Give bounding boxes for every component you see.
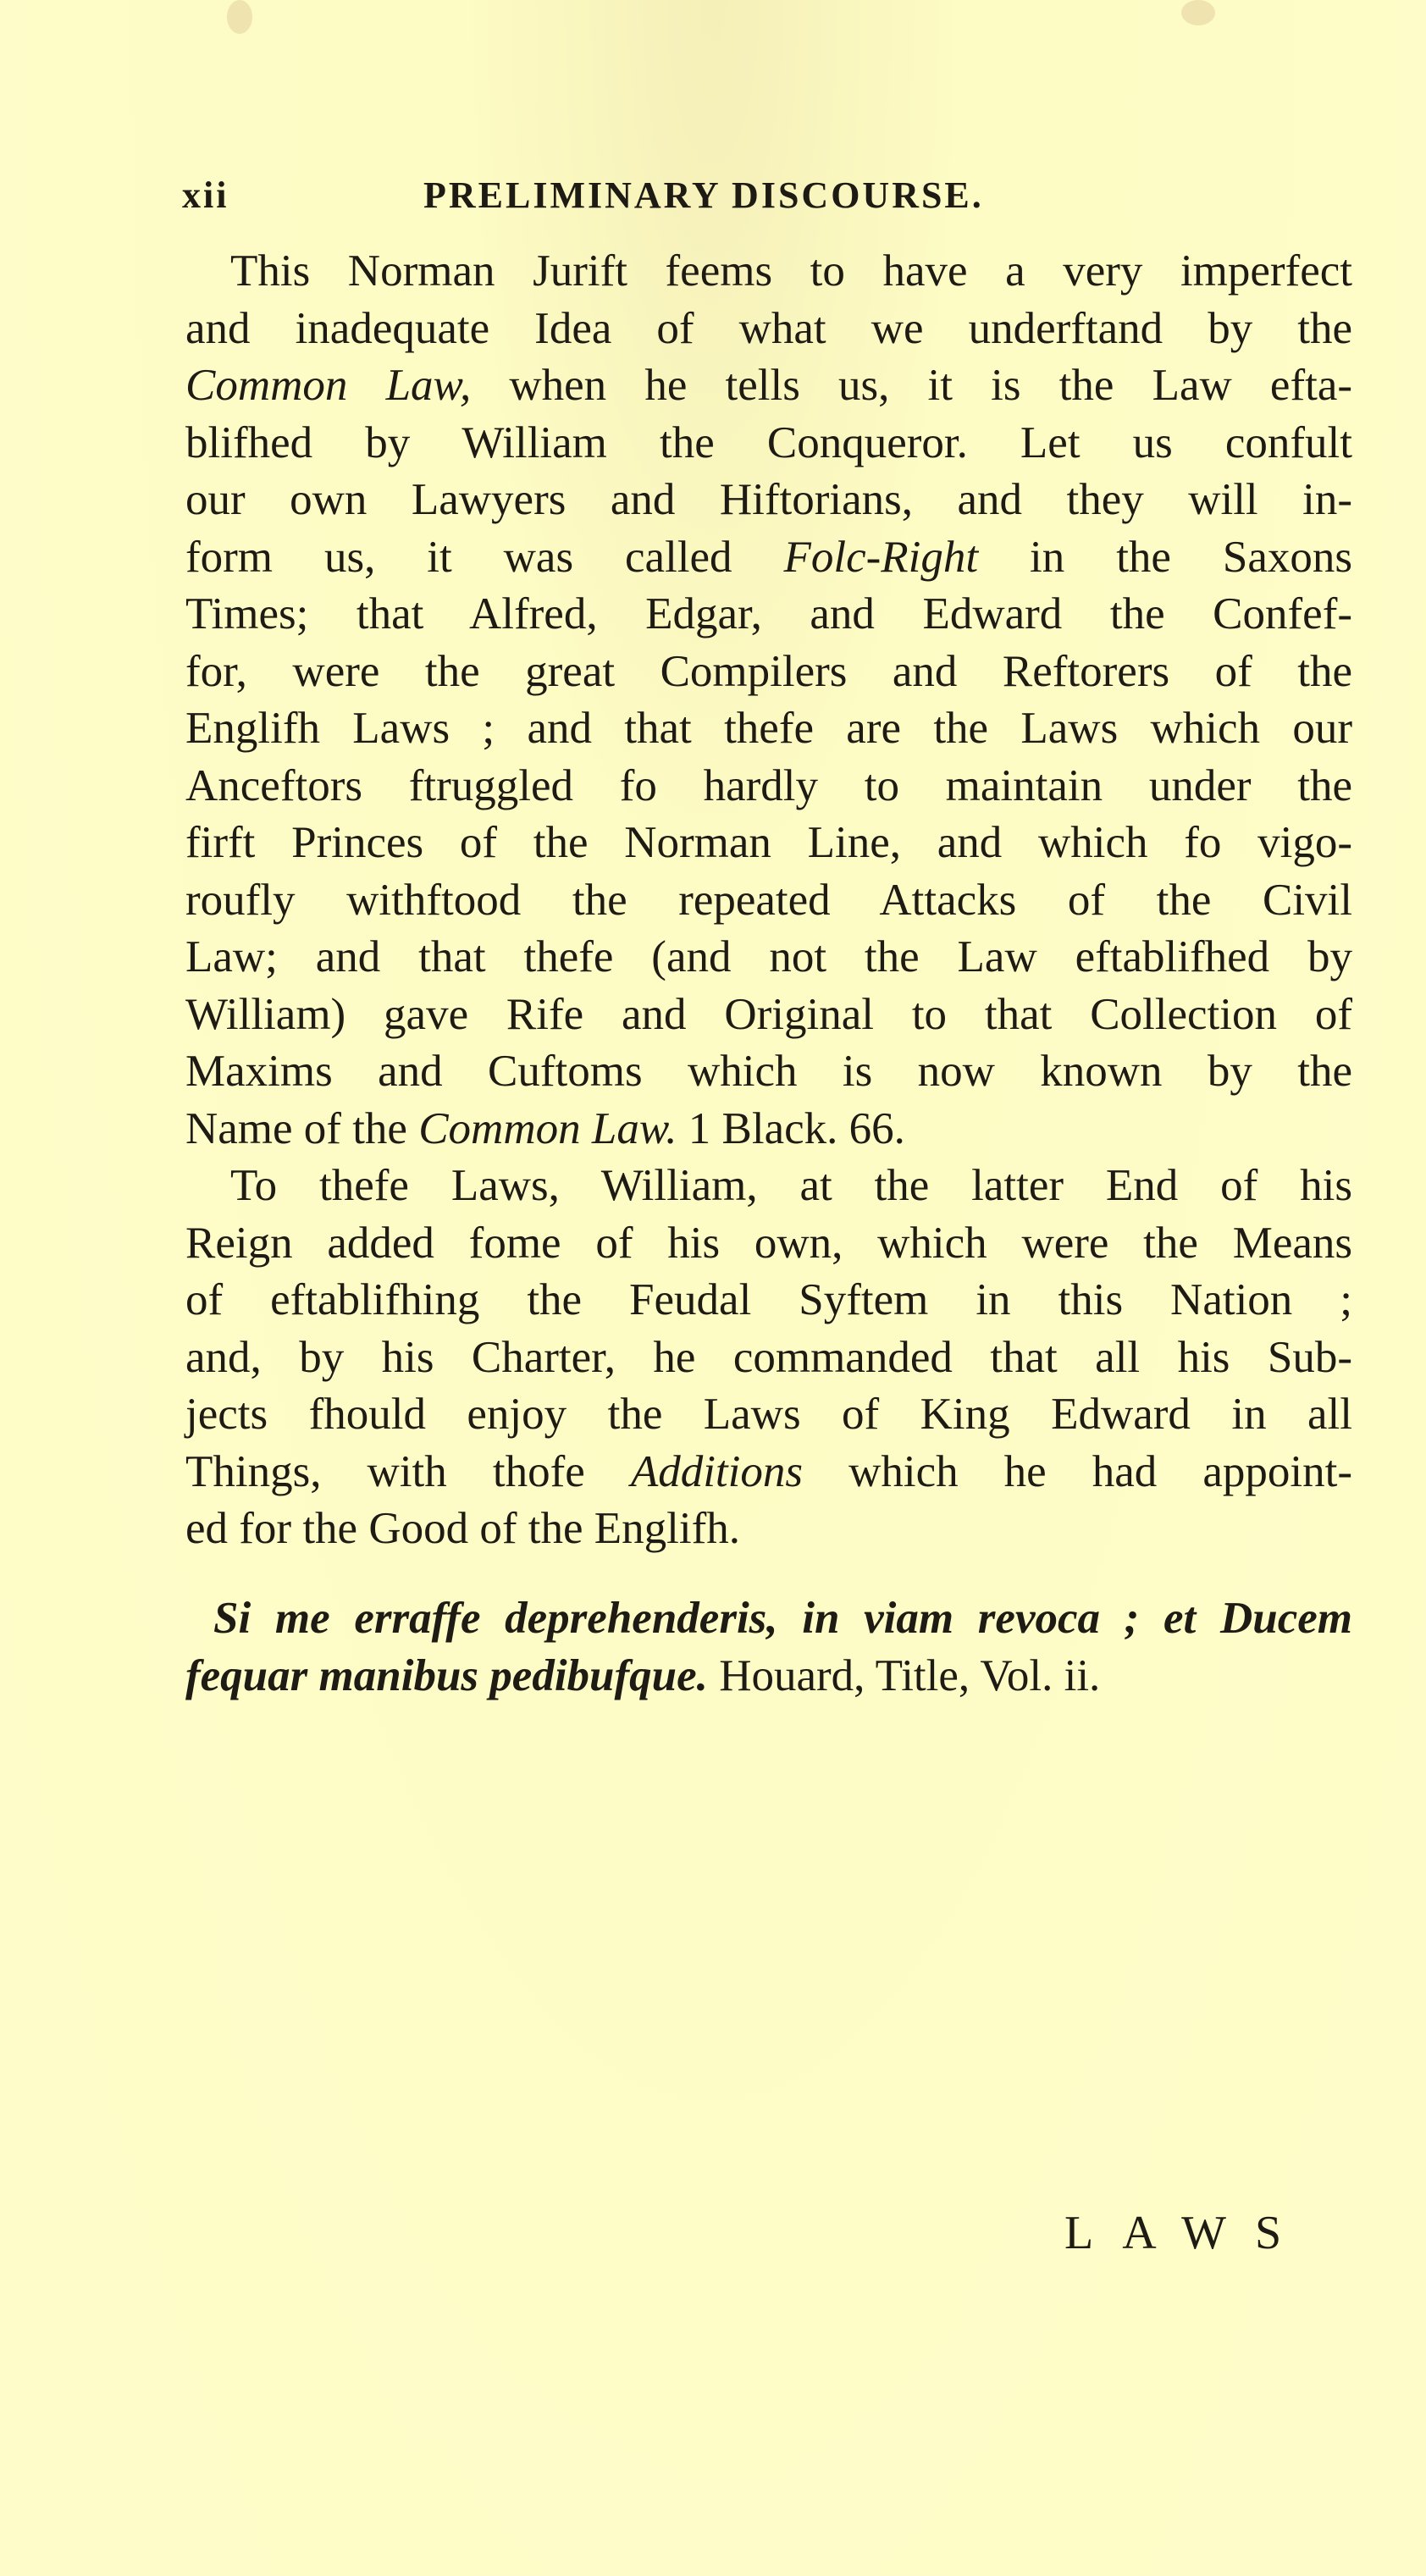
text-segment: blifhed by William the Conqueror. Let us confult [185, 417, 1352, 467]
text-segment: Times; that Alfred, Edgar, and Edward the Confef- [185, 589, 1352, 638]
text-segment: and, by his Charter, he commanded that all his Sub- [185, 1332, 1352, 1382]
text-segment: in the Saxons [978, 532, 1352, 582]
text-line [185, 528, 1352, 586]
text-segment: for, were the great Compilers and Reftorers of the [185, 646, 1352, 696]
italic-text: Si me erraffe deprehenderis, in viam revoca ; et Ducem [213, 1594, 1352, 1643]
text-line [185, 1329, 1352, 1386]
text-segment: This Norman Jurift feems to have a very imperfect [230, 246, 1352, 296]
text-line [185, 1214, 1352, 1272]
text-line [185, 1271, 1352, 1329]
text-line [185, 357, 1352, 414]
page-header [182, 174, 1368, 224]
text-line [185, 1385, 1352, 1443]
text-line [185, 757, 1352, 815]
text-line [185, 1443, 1352, 1501]
text-segment: Maxims and Cuftoms which is now known by the [185, 1047, 1352, 1096]
italic-text: Additions [630, 1446, 804, 1496]
page-number: xii [182, 174, 229, 216]
text-segment: Reign added fome of his own, which were the Means [185, 1218, 1352, 1268]
text-segment: Houard, Title, Vol. ii. [707, 1651, 1101, 1700]
text-segment: of eftablifhing the Feudal Syftem in this Nation ; [185, 1275, 1352, 1324]
text-line [185, 414, 1352, 472]
text-line [185, 643, 1352, 700]
text-line [185, 871, 1352, 929]
text-line [185, 471, 1352, 528]
italic-text: Folc-Right [783, 532, 979, 582]
paper-stain [1181, 0, 1215, 25]
text-segment: form us, it was called [185, 532, 784, 582]
text-segment: Law; and that thefe (and not the Law eftablifhed by [185, 932, 1352, 981]
text-segment: jects fhould enjoy the Laws of King Edward in all [185, 1390, 1352, 1439]
text-segment: 1 Black. 66. [677, 1103, 905, 1153]
text-segment: firft Princes of the Norman Line, and which fo vigo- [185, 818, 1352, 867]
text-line [230, 1157, 1352, 1214]
text-segment: Things, with thofe [185, 1446, 631, 1496]
text-line [185, 814, 1352, 871]
text-line [185, 986, 1352, 1043]
quote-line [185, 1647, 1352, 1705]
text-line [185, 1042, 1352, 1100]
text-segment: ed for the Good of the Englifh. [185, 1504, 740, 1553]
text-segment: roufly withftood the repeated Attacks of the Civil [185, 875, 1352, 925]
text-line [230, 242, 1352, 300]
text-line [185, 699, 1352, 757]
quote-line [213, 1589, 1352, 1647]
text-line [185, 1500, 1352, 1557]
italic-text: Common Law. [418, 1103, 677, 1153]
text-segment: Englifh Laws ; and that thefe are the Laws which our [185, 704, 1352, 753]
text-segment: Anceftors ftruggled fo hardly to maintain under the [185, 760, 1352, 810]
text-line [185, 300, 1352, 357]
text-line [185, 585, 1352, 643]
text-segment: Name of the [185, 1103, 419, 1153]
text-segment: when he tells us, it is the Law efta- [471, 361, 1352, 410]
text-line [185, 928, 1352, 986]
text-line [185, 1100, 1352, 1158]
catchword: LAWS [1064, 2207, 1311, 2259]
text-segment: William) gave Rife and Original to that Collection of [185, 989, 1352, 1039]
running-head: PRELIMINARY DISCOURSE. [423, 174, 984, 216]
text-segment: which he had appoint- [803, 1446, 1352, 1496]
paper-stain [227, 0, 252, 34]
italic-text: Common Law, [185, 361, 472, 410]
text-segment: our own Lawyers and Hiftorians, and they will in- [185, 475, 1352, 524]
text-segment: and inadequate Idea of what we underftand by the [185, 303, 1352, 353]
text-segment: To thefe Laws, William, at the latter End of his [230, 1161, 1352, 1210]
italic-text: fequar manibus pedibufque. [185, 1651, 708, 1700]
